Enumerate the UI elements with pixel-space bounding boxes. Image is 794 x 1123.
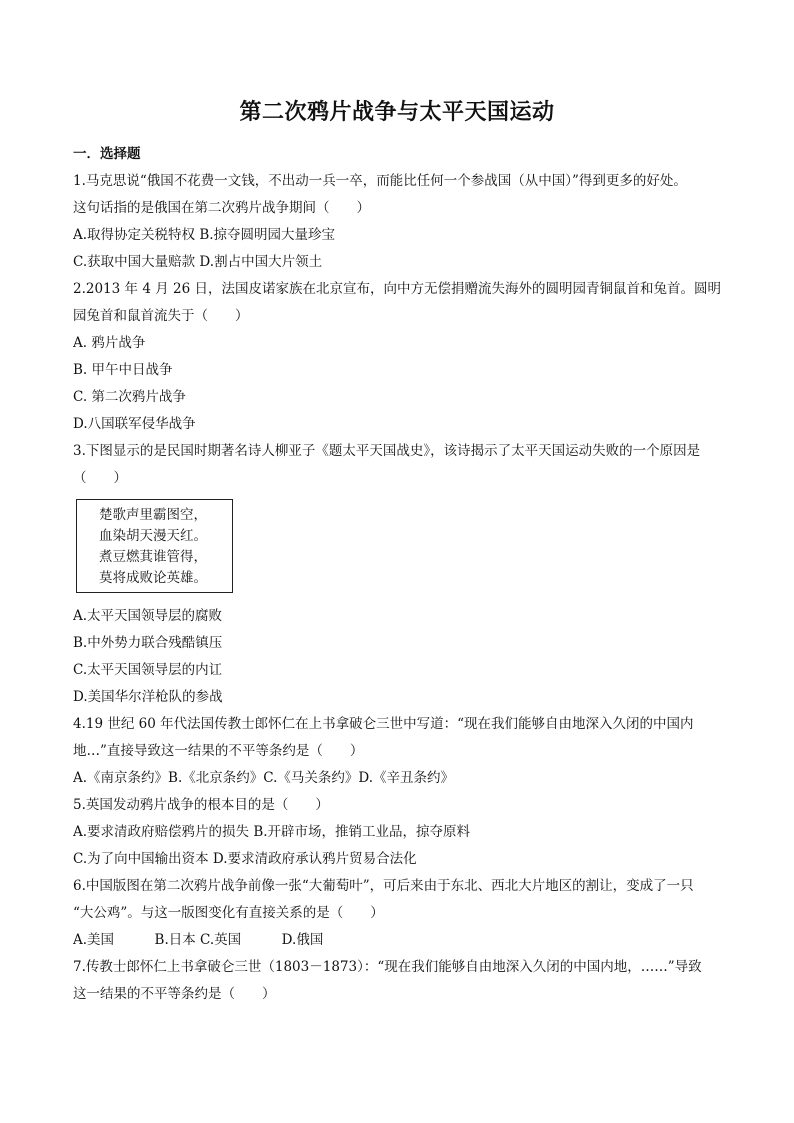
question-1-stem-line-1: 1.马克思说“俄国不花费一文钱，不出动一兵一卒，而能比任何一个参战国（从中国）”得到更多的好处。 [73, 173, 687, 189]
question-2-option-c: C. 第二次鸦片战争 [73, 389, 186, 405]
question-6-stem-line-2: “大公鸡”。与这一版图变化有直接关系的是（ ） [73, 905, 384, 921]
question-7-stem-line-1: 7.传教士郎怀仁上书拿破仑三世（1803－1873）：“现在我们能够自由地深入久闭的中国内地，……”导致 [73, 959, 702, 975]
poem-line-1: 楚歌声里霸图空， [99, 507, 207, 523]
question-2-option-a: A. 鸦片战争 [73, 335, 146, 351]
question-3-stem-line-2: （ ） [73, 470, 127, 486]
question-3-option-d: D.美国华尔洋枪队的参战 [73, 689, 223, 705]
poem-line-3: 煮豆燃萁谁管得， [99, 549, 207, 565]
question-2-stem-line-2: 园兔首和鼠首流失于（ ） [73, 308, 249, 324]
question-6-stem-line-1: 6.中国版图在第二次鸦片战争前像一张“大葡萄叶”，可后来由于东北、西北大片地区的割让，变成了一只 [73, 878, 694, 894]
question-6-options: A.美国 B.日本 C.英国 D.俄国 [73, 932, 324, 948]
poem-line-4: 莫将成败论英雄。 [99, 570, 207, 586]
question-5-options-cd: C.为了向中国输出资本 D.要求清政府承认鸦片贸易合法化 [73, 851, 417, 867]
question-1-options-ab: A.取得协定关税特权 B.掠夺圆明园大量珍宝 [73, 227, 336, 243]
question-2-stem-line-1: 2.2013 年 4 月 26 日，法国皮诺家族在北京宣布，向中方无偿捐赠流失海外的圆明园青铜鼠首和兔首。圆明 [73, 281, 721, 297]
question-3-option-b: B.中外势力联合残酷镇压 [73, 635, 223, 651]
poem-box [76, 499, 233, 593]
question-4-options: A.《南京条约》B.《北京条约》C.《马关条约》D.《辛丑条约》 [73, 770, 455, 786]
question-4-stem-line-1: 4.19 世纪 60 年代法国传教士郎怀仁在上书拿破仑三世中写道：“现在我们能够自由地深入久闭的中国内 [73, 716, 694, 732]
question-4-stem-line-2: 地…”直接导致这一结果的不平等条约是（ ） [73, 743, 364, 759]
question-7-stem-line-2: 这一结果的不平等条约是（ ） [73, 986, 276, 1002]
question-3-option-a: A.太平天国领导层的腐败 [73, 608, 223, 624]
page-title: 第二次鸦片战争与太平天国运动 [239, 99, 555, 125]
section-heading: 一．选择题 [73, 146, 141, 162]
question-2-option-d: D.八国联军侵华战争 [73, 416, 196, 432]
question-1-options-cd: C.获取中国大量赔款 D.割占中国大片领土 [73, 254, 323, 270]
question-1-stem-line-2: 这句话指的是俄国在第二次鸦片战争期间（ ） [73, 200, 370, 216]
question-3-stem-line-1: 3.下图显示的是民国时期著名诗人柳亚子《题太平天国战史》，该诗揭示了太平天国运动失败的一个原因是 [73, 443, 701, 459]
question-2-option-b: B. 甲午中日战争 [73, 362, 173, 378]
poem-line-2: 血染胡天漫天红。 [99, 528, 207, 544]
question-5-stem: 5.英国发动鸦片战争的根本目的是（ ） [73, 797, 329, 813]
question-5-options-ab: A.要求清政府赔偿鸦片的损失 B.开辟市场，推销工业品，掠夺原料 [73, 824, 471, 840]
question-3-option-c: C.太平天国领导层的内讧 [73, 662, 223, 678]
